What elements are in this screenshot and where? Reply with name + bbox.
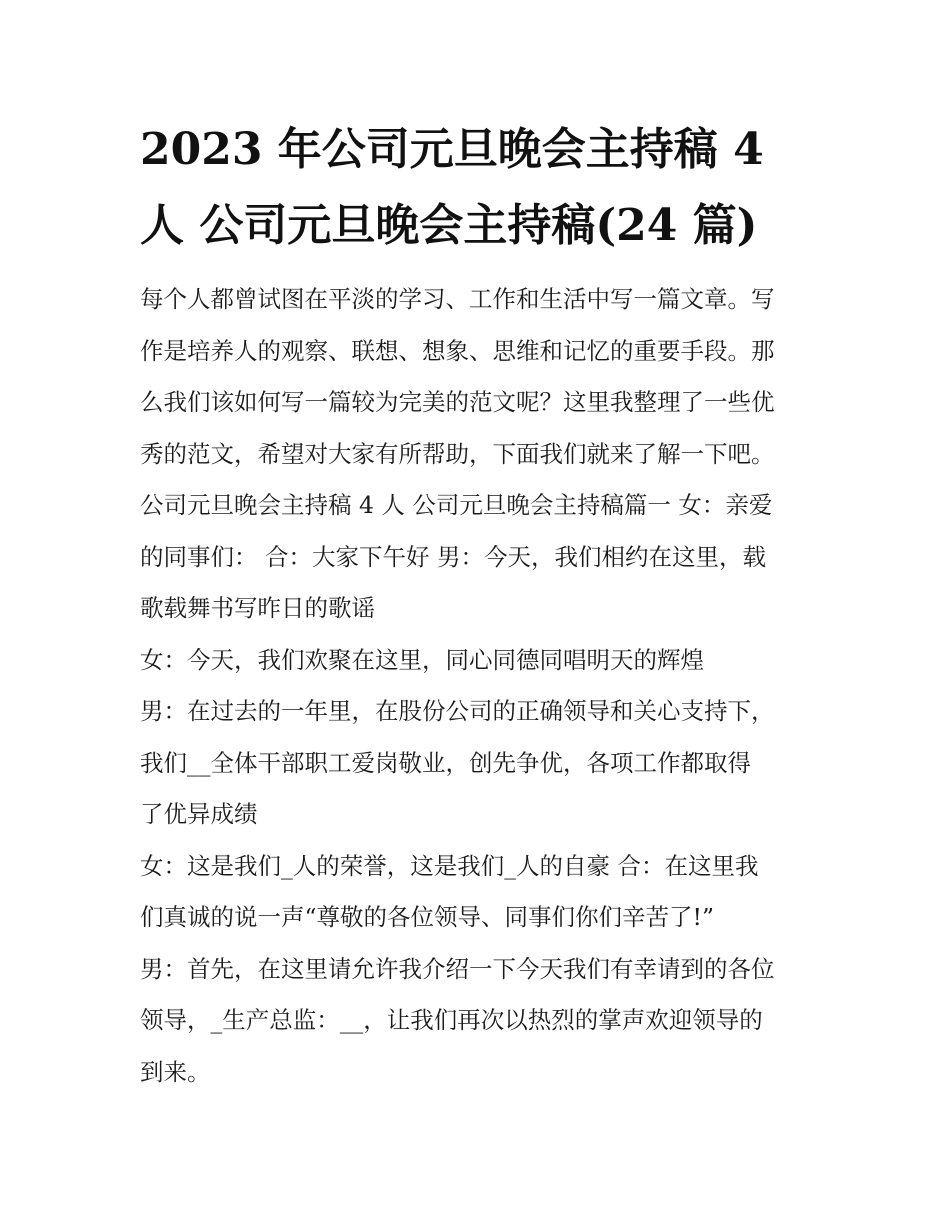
document-title [140,112,820,264]
body-line: 了优异成绩 [140,800,258,828]
document-content [140,112,820,1098]
body-line: 每个人都曾试图在平淡的学习、工作和生活中写一篇文章。写 [140,285,775,313]
body-line: 歌载舞书写昨日的歌谣 [140,594,375,622]
body-line: 到来。 [140,1057,211,1086]
body-line: 女：今天，我们欢聚在这里，同心同德同唱明天的辉煌 [140,645,704,674]
body-line: 的同事们： 合：大家下午好 男：今天，我们相约在这里，载 [140,542,766,571]
body-line: 男：首先，在这里请允许我介绍一下今天我们有幸请到的各位 [140,954,775,983]
title-line: 2023 年公司元旦晚会主持稿 4 [140,124,764,175]
body-line: 女：这是我们_人的荣誉，这是我们_人的自豪 合：在这里我 [140,851,759,880]
body-line: 我们__全体干部职工爱岗敬业，创先争优，各项工作都取得 [140,748,751,777]
body-line: 领导，_生产总监：__，让我们再次以热烈的掌声欢迎领导的 [140,1006,763,1034]
body-line: 作是培养人的观察、联想、想象、思维和记忆的重要手段。那 [140,336,775,365]
body-line: 男：在过去的一年里，在股份公司的正确领导和关心支持下， [140,697,775,725]
body-line: 秀的范文，希望对大家有所帮助，下面我们就来了解一下吧。 [140,439,775,468]
title-line: 人 公司元旦晚会主持稿(24 篇) [140,200,758,251]
body-line: 么我们该如何写一篇较为完美的范文呢？这里我整理了一些优 [140,388,775,416]
document-body [140,274,820,1098]
body-line: 公司元旦晚会主持稿 4 人 公司元旦晚会主持稿篇一 女：亲爱 [140,491,773,519]
body-line: 们真诚的说一声“尊敬的各位领导、同事们你们辛苦了!” [140,903,714,931]
